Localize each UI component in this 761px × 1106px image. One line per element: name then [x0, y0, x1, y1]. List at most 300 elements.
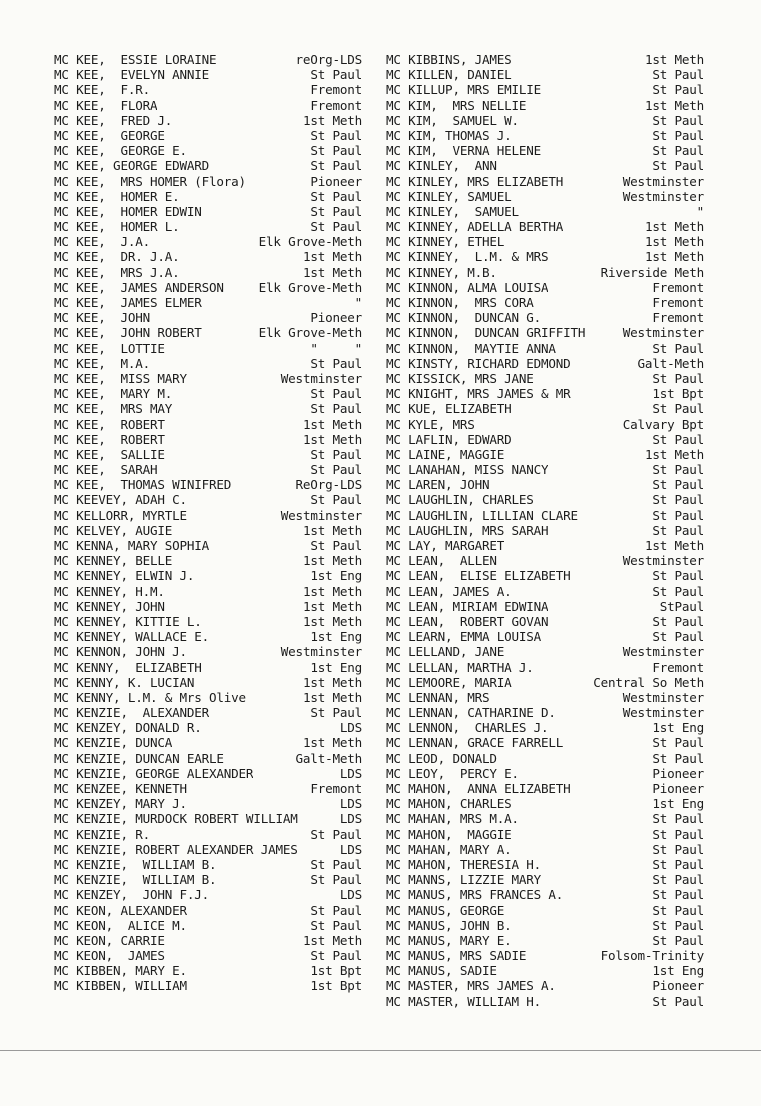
entry-name: MC LEAN, ROBERT GOVAN — [386, 613, 549, 629]
list-item — [54, 584, 362, 599]
entry-church: Westminster — [622, 705, 704, 721]
entry-name: MC KILLEN, DANIEL — [386, 67, 512, 83]
entry-church: 1st Bpt — [652, 386, 704, 402]
entry-name: MC KEE, JAMES ANDERSON — [54, 279, 224, 295]
list-item — [386, 735, 704, 750]
entry-church: St Paul — [310, 401, 362, 417]
list-item — [54, 280, 362, 295]
list-item — [54, 67, 362, 82]
list-item — [54, 933, 362, 948]
entry-name: MC KEE, JOHN — [54, 310, 150, 326]
entry-name: MC MANUS, MRS FRANCES A. — [386, 887, 564, 903]
list-item — [386, 553, 704, 568]
entry-church: St Paul — [652, 887, 704, 903]
list-item — [54, 432, 362, 447]
entry-church: St Paul — [310, 203, 362, 219]
entry-name: MC KENZIE, DUNCAN EARLE — [54, 750, 224, 766]
list-item — [386, 508, 704, 523]
list-item — [54, 720, 362, 735]
entry-name: MC LAUGHLIN, MRS SARAH — [386, 522, 549, 538]
entry-name: MC KEE, THOMAS WINIFRED — [54, 477, 232, 493]
list-item — [54, 735, 362, 750]
entry-name: MC LAY, MARGARET — [386, 538, 505, 553]
entry-name: MC KEE, FRED J. — [54, 112, 173, 128]
list-item — [386, 599, 704, 614]
list-item — [54, 538, 362, 553]
entry-church: 1st Meth — [644, 219, 704, 235]
list-item — [386, 219, 704, 234]
list-item — [386, 204, 704, 219]
list-item — [54, 98, 362, 113]
list-item — [54, 660, 362, 675]
entry-church: 1st Meth — [302, 522, 362, 538]
entry-name: MC KEE, GEORGE E. — [54, 143, 187, 159]
list-item — [54, 310, 362, 325]
entry-church: St Paul — [310, 902, 362, 918]
entry-name: MC MAHAN, MARY A. — [386, 841, 512, 857]
entry-church: St Paul — [652, 811, 704, 827]
entry-name: MC KEE, HOMER E. — [54, 188, 180, 204]
entry-church: " " — [310, 340, 362, 356]
list-item — [386, 963, 704, 978]
list-item — [54, 796, 362, 811]
entry-church: 1st Meth — [302, 932, 362, 948]
entry-church: 1st Bpt — [310, 978, 362, 994]
entry-name: MC LELLAND, JANE — [386, 644, 505, 660]
entry-church: Westminster — [622, 689, 704, 705]
entry-name: MC KUE, ELIZABETH — [386, 401, 512, 417]
entry-name: MC KEEVEY, ADAH C. — [54, 492, 187, 508]
entry-name: MC KEE, M.A. — [54, 355, 150, 371]
entry-name: MC KENZIE, MURDOCK ROBERT WILLIAM — [54, 811, 298, 827]
entry-church: 1st Meth — [644, 97, 704, 113]
entry-church: 1st Meth — [302, 249, 362, 265]
entry-church: St Paul — [652, 477, 704, 493]
list-item — [54, 265, 362, 280]
list-item — [386, 341, 704, 356]
list-item — [54, 401, 362, 416]
list-item — [54, 249, 362, 264]
list-item — [386, 629, 704, 644]
right-column — [386, 52, 704, 1009]
entry-church: 1st Meth — [302, 689, 362, 705]
entry-name: MC LENNAN, GRACE FARRELL — [386, 735, 564, 751]
entry-church: St Paul — [652, 370, 704, 386]
entry-name: MC KENZEY, DONALD R. — [54, 720, 202, 736]
entry-name: MC KINNON, MRS CORA — [386, 295, 534, 310]
entry-church: Westminster — [622, 553, 704, 569]
entry-name: MC KINNEY, ETHEL — [386, 234, 505, 250]
list-item — [386, 417, 704, 432]
entry-name: MC KINNEY, M.B. — [386, 264, 497, 280]
entry-church: ReOrg-LDS — [295, 477, 362, 493]
entry-church: Westminster — [622, 188, 704, 204]
entry-church: 1st Meth — [302, 613, 362, 629]
entry-church: St Paul — [310, 158, 362, 174]
list-item — [386, 948, 704, 963]
list-item — [386, 447, 704, 462]
entry-name: MC MANUS, JOHN B. — [386, 917, 512, 933]
entry-name: MC KENZIE, GEORGE ALEXANDER — [54, 765, 254, 781]
list-item — [386, 432, 704, 447]
list-item — [54, 644, 362, 659]
list-item — [54, 811, 362, 826]
list-item — [54, 113, 362, 128]
entry-name: MC MAHON, MAGGIE — [386, 826, 512, 842]
list-item — [386, 933, 704, 948]
entry-name: MC KENNEY, WALLACE E. — [54, 629, 210, 645]
entry-name: MC LEAN, ALLEN — [386, 553, 497, 569]
entry-church: St Paul — [652, 143, 704, 159]
entry-church: St Paul — [310, 386, 362, 402]
list-item — [386, 796, 704, 811]
list-item — [54, 417, 362, 432]
entry-church: Westminster — [622, 644, 704, 660]
entry-church: Folsom-Trinity — [600, 948, 704, 964]
entry-church: Fremont — [652, 279, 704, 295]
entry-name: MC LAFLIN, EDWARD — [386, 431, 512, 447]
entry-name: MC KIBBINS, JAMES — [386, 52, 512, 67]
list-item — [54, 508, 362, 523]
entry-church: St Paul — [310, 355, 362, 371]
entry-church: reOrg-LDS — [295, 52, 362, 67]
list-item — [386, 675, 704, 690]
entry-name: MC KEE, GEORGE — [54, 127, 165, 143]
list-item — [386, 128, 704, 143]
list-item — [386, 660, 704, 675]
list-item — [386, 386, 704, 401]
entry-church: St Paul — [652, 492, 704, 508]
entry-name: MC KEON, CARRIE — [54, 932, 165, 948]
list-item — [54, 978, 362, 993]
list-item — [54, 82, 362, 97]
list-item — [386, 82, 704, 97]
entry-church: St Paul — [310, 917, 362, 933]
list-item — [386, 371, 704, 386]
list-item — [54, 872, 362, 887]
entry-church: St Paul — [310, 127, 362, 143]
list-item — [54, 128, 362, 143]
list-item — [54, 447, 362, 462]
entry-name: MC LAINE, MAGGIE — [386, 446, 505, 462]
entry-church: 1st Meth — [302, 416, 362, 432]
entry-name: MC KEE, MISS MARY — [54, 370, 187, 386]
list-item — [54, 887, 362, 902]
entry-church: St Paul — [652, 507, 704, 523]
list-item — [386, 994, 704, 1009]
list-item — [54, 690, 362, 705]
entry-church: St Paul — [652, 568, 704, 584]
entry-church: St Paul — [310, 538, 362, 553]
entry-name: MC LENNON, CHARLES J. — [386, 720, 549, 736]
entry-church: 1st Eng — [310, 659, 362, 675]
entry-name: MC KIBBEN, MARY E. — [54, 963, 187, 979]
list-item — [386, 538, 704, 553]
list-item — [54, 295, 362, 310]
entry-name: MC MANUS, SADIE — [386, 963, 497, 979]
list-item — [54, 204, 362, 219]
list-item — [386, 903, 704, 918]
list-item — [54, 477, 362, 492]
list-item — [54, 234, 362, 249]
entry-church: St Paul — [310, 826, 362, 842]
entry-church: Westminster — [280, 370, 362, 386]
entry-church: St Paul — [310, 446, 362, 462]
entry-church: St Paul — [652, 841, 704, 857]
entry-church: 1st Meth — [302, 112, 362, 128]
entry-church: Pioneer — [310, 173, 362, 189]
entry-name: MC KINSTY, RICHARD EDMOND — [386, 355, 571, 371]
entry-church: Westminster — [280, 507, 362, 523]
list-item — [386, 280, 704, 295]
entry-church: 1st Meth — [302, 264, 362, 280]
entry-name: MC KENNEY, KITTIE L. — [54, 613, 202, 629]
list-item — [386, 249, 704, 264]
entry-name: MC KEE, J.A. — [54, 234, 150, 250]
list-item — [386, 827, 704, 842]
entry-church: Elk Grove-Meth — [258, 234, 362, 250]
entry-name: MC KENZIE, WILLIAM B. — [54, 872, 217, 888]
entry-church: St Paul — [310, 143, 362, 159]
entry-name: MC MAHON, THERESIA H. — [386, 856, 542, 872]
entry-name: MC KEE, HOMER EDWIN — [54, 203, 202, 219]
entry-church: St Paul — [652, 112, 704, 128]
list-item — [386, 477, 704, 492]
entry-name: MC KEE, MRS MAY — [54, 401, 173, 417]
list-item — [54, 918, 362, 933]
entry-name: MC KENNY, K. LUCIAN — [54, 674, 195, 690]
entry-church: Fremont — [310, 82, 362, 98]
list-item — [54, 568, 362, 583]
entry-name: MC KELLORR, MYRTLE — [54, 507, 187, 523]
entry-name: MC KENZIE, DUNCA — [54, 735, 173, 751]
list-item — [386, 614, 704, 629]
entry-church: St Paul — [652, 932, 704, 948]
entry-church: St Paul — [310, 856, 362, 872]
list-item — [386, 234, 704, 249]
entry-name: MC MAHON, ANNA ELIZABETH — [386, 781, 571, 796]
list-item — [386, 644, 704, 659]
list-item — [386, 690, 704, 705]
list-item — [386, 751, 704, 766]
entry-church: St Paul — [652, 127, 704, 143]
list-item — [54, 143, 362, 158]
entry-church: 1st Meth — [302, 553, 362, 569]
entry-church: Pioneer — [310, 310, 362, 326]
list-item — [54, 462, 362, 477]
entry-church: Westminster — [622, 173, 704, 189]
entry-name: MC MASTER, WILLIAM H. — [386, 993, 542, 1009]
entry-church: St Paul — [652, 583, 704, 599]
entry-name: MC KENZEY, MARY J. — [54, 796, 187, 812]
entry-church: St Paul — [310, 705, 362, 721]
entry-church: 1st Meth — [644, 249, 704, 265]
entry-church: " — [354, 295, 362, 310]
list-item — [386, 98, 704, 113]
entry-name: MC KENZIE, ROBERT ALEXANDER JAMES — [54, 841, 298, 857]
entry-name: MC LEARN, EMMA LOUISA — [386, 629, 542, 645]
entry-church: Galt-Meth — [637, 355, 704, 371]
list-item — [386, 842, 704, 857]
list-item — [386, 766, 704, 781]
entry-church: St Paul — [310, 219, 362, 235]
list-item — [386, 356, 704, 371]
entry-church: Fremont — [310, 97, 362, 113]
list-item — [386, 978, 704, 993]
entry-church: Riverside Meth — [600, 264, 704, 280]
list-item — [386, 857, 704, 872]
entry-name: MC KEE, LOTTIE — [54, 340, 165, 356]
list-item — [386, 781, 704, 796]
entry-church: 1st Meth — [644, 446, 704, 462]
entry-name: MC KENNY, ELIZABETH — [54, 659, 202, 675]
entry-church: Fremont — [310, 781, 362, 796]
list-item — [386, 720, 704, 735]
entry-name: MC KIM, MRS NELLIE — [386, 97, 527, 113]
entry-name: MC MANUS, GEORGE — [386, 902, 505, 918]
list-item — [386, 523, 704, 538]
entry-church: St Paul — [310, 948, 362, 964]
entry-church: St Paul — [310, 872, 362, 888]
entry-name: MC KEE, MRS J.A. — [54, 264, 180, 280]
entry-name: MC KEE, MARY M. — [54, 386, 173, 402]
entry-name: MC KENZEE, KENNETH — [54, 781, 187, 796]
list-item — [54, 781, 362, 796]
entry-church: 1st Meth — [644, 52, 704, 67]
list-item — [386, 887, 704, 902]
list-item — [386, 918, 704, 933]
list-item — [54, 492, 362, 507]
list-item — [54, 174, 362, 189]
left-column — [54, 52, 362, 994]
list-item — [54, 948, 362, 963]
entry-name: MC KENNY, L.M. & Mrs Olive — [54, 689, 246, 705]
list-item — [54, 599, 362, 614]
entry-church: 1st Meth — [644, 234, 704, 250]
entry-church: St Paul — [652, 462, 704, 478]
entry-church: St Paul — [652, 82, 704, 98]
entry-name: MC LAUGHLIN, CHARLES — [386, 492, 534, 508]
entry-church: 1st Bpt — [310, 963, 362, 979]
entry-name: MC MAHAN, MRS M.A. — [386, 811, 519, 827]
list-item — [54, 751, 362, 766]
list-item — [386, 52, 704, 67]
list-item — [386, 113, 704, 128]
entry-church: LDS — [339, 765, 362, 781]
list-item — [54, 614, 362, 629]
entry-name: MC KENNA, MARY SOPHIA — [54, 538, 210, 553]
entry-name: MC KIBBEN, WILLIAM — [54, 978, 187, 994]
entry-church: St Paul — [652, 522, 704, 538]
entry-church: 1st Meth — [302, 598, 362, 614]
entry-church: Pioneer — [652, 781, 704, 796]
entry-church: 1st Meth — [644, 538, 704, 553]
entry-church: Pioneer — [652, 765, 704, 781]
entry-church: 1st Eng — [310, 629, 362, 645]
entry-church: 1st Eng — [652, 796, 704, 812]
entry-church: Galt-Meth — [295, 750, 362, 766]
list-item — [54, 341, 362, 356]
list-item — [54, 386, 362, 401]
list-item — [54, 857, 362, 872]
list-item — [54, 827, 362, 842]
list-item — [54, 52, 362, 67]
entry-name: MC LEAN, ELISE ELIZABETH — [386, 568, 571, 584]
entry-name: MC KINNON, DUNCAN GRIFFITH — [386, 325, 586, 341]
entry-name: MC KEE, DR. J.A. — [54, 249, 180, 265]
entry-church: St Paul — [310, 492, 362, 508]
entry-church: LDS — [339, 720, 362, 736]
entry-name: MC KEON, ALICE M. — [54, 917, 187, 933]
entry-church: 1st Meth — [302, 583, 362, 599]
list-item — [386, 401, 704, 416]
list-item — [386, 174, 704, 189]
entry-church: St Paul — [652, 993, 704, 1009]
entry-name: MC KYLE, MRS — [386, 416, 475, 432]
list-item — [386, 462, 704, 477]
list-item — [386, 705, 704, 720]
entry-name: MC LELLAN, MARTHA J. — [386, 659, 534, 675]
entry-church: St Paul — [652, 401, 704, 417]
entry-church: St Paul — [652, 629, 704, 645]
entry-church: St Paul — [310, 67, 362, 83]
entry-name: MC KINLEY, ANN — [386, 158, 497, 174]
entry-name: MC LAUGHLIN, LILLIAN CLARE — [386, 507, 578, 523]
bottom-rule — [0, 1050, 761, 1051]
entry-name: MC LENNAN, MRS — [386, 689, 490, 705]
list-item — [386, 143, 704, 158]
list-item — [54, 705, 362, 720]
list-item — [54, 963, 362, 978]
entry-name: MC KEE, JAMES ELMER — [54, 295, 202, 310]
list-item — [54, 371, 362, 386]
entry-church: Fremont — [652, 295, 704, 310]
list-item — [54, 553, 362, 568]
entry-name: MC KENNEY, H.M. — [54, 583, 165, 599]
entry-name: MC KELVEY, AUGIE — [54, 522, 173, 538]
entry-church: LDS — [339, 841, 362, 857]
entry-name: MC LAREN, JOHN — [386, 477, 490, 493]
entry-name: MC KINLEY, MRS ELIZABETH — [386, 173, 564, 189]
list-item — [54, 523, 362, 538]
entry-name: MC KEE, ROBERT — [54, 431, 165, 447]
entry-name: MC KINNON, MAYTIE ANNA — [386, 340, 556, 356]
entry-church: 1st Meth — [302, 431, 362, 447]
entry-church: Central So Meth — [593, 674, 704, 690]
list-item — [54, 158, 362, 173]
entry-name: MC KEE, MRS HOMER (Flora) — [54, 173, 246, 189]
entry-name: MC LENNAN, CATHARINE D. — [386, 705, 556, 721]
entry-church: Fremont — [652, 659, 704, 675]
list-item — [386, 872, 704, 887]
entry-name: MC KENZIE, R. — [54, 826, 150, 842]
entry-name: MC KILLUP, MRS EMILIE — [386, 82, 542, 98]
list-item — [386, 265, 704, 280]
list-item — [386, 67, 704, 82]
entry-name: MC LEMOORE, MARIA — [386, 674, 512, 690]
entry-church: Elk Grove-Meth — [258, 325, 362, 341]
entry-church: St Paul — [652, 826, 704, 842]
entry-church: LDS — [339, 811, 362, 827]
list-item — [54, 675, 362, 690]
list-item — [386, 568, 704, 583]
entry-name: MC MANNS, LIZZIE MARY — [386, 872, 542, 888]
entry-church: St Paul — [652, 735, 704, 751]
entry-name: MC KENZIE, WILLIAM B. — [54, 856, 217, 872]
list-item — [54, 629, 362, 644]
list-item — [54, 356, 362, 371]
entry-name: MC KINNEY, L.M. & MRS — [386, 249, 549, 265]
